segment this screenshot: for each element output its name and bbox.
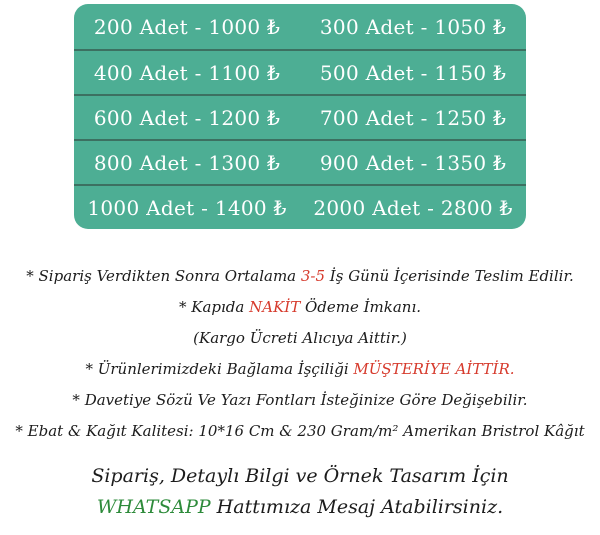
price-cell-left: 600 Adet - 1200 ₺ (93, 105, 281, 130)
price-row (74, 184, 526, 229)
price-cell-right: 2000 Adet - 2800 ₺ (313, 195, 513, 220)
note-text: * Ürünlerimizdeki Bağlama İşçiliği (85, 360, 354, 378)
note-highlight-red: NAKİT (249, 298, 301, 316)
price-cell-left: 800 Adet - 1300 ₺ (93, 150, 281, 175)
note-delivery-time (0, 261, 600, 292)
price-row (74, 49, 526, 94)
price-cell-left: 1000 Adet - 1400 ₺ (87, 195, 287, 220)
note-cash-payment (0, 292, 600, 323)
note-text: * Ebat & Kağıt Kalitesi: 10*16 Cm & 230 Gram/m² Amerikan Bristrol Kâğıt (15, 422, 585, 440)
note-highlight-red: 3-5 (300, 267, 326, 285)
note-size-paper-quality (0, 416, 600, 447)
note-fonts-changeable (0, 385, 600, 416)
note-text: * Davetiye Sözü Ve Yazı Fontları İsteğinize Göre Değişebilir. (72, 391, 528, 409)
note-text: * Sipariş Verdikten Sonra Ortalama (26, 267, 301, 285)
price-row (74, 4, 526, 49)
note-text: İş Günü İçerisinde Teslim Edilir. (325, 267, 574, 285)
note-highlight-red: MÜŞTERİYE AİTTİR. (353, 360, 515, 378)
price-cell-right: 500 Adet - 1150 ₺ (319, 60, 507, 85)
whatsapp-label: WHATSAPP (96, 496, 211, 518)
price-cell-right: 700 Adet - 1250 ₺ (319, 105, 507, 130)
footer-whatsapp-line (0, 492, 600, 523)
price-row (74, 139, 526, 184)
note-shipping-fee (0, 323, 600, 354)
price-cell-left: 200 Adet - 1000 ₺ (93, 14, 281, 39)
price-cell-left: 400 Adet - 1100 ₺ (93, 60, 281, 85)
note-text: (Kargo Ücreti Alıcıya Aittir.) (193, 329, 407, 347)
footer-contact-intro: Sipariş, Detaylı Bilgi ve Örnek Tasarım İçin (91, 465, 509, 487)
price-table (74, 4, 526, 229)
footer-section (0, 461, 600, 523)
price-cell-right: 900 Adet - 1350 ₺ (319, 150, 507, 175)
note-binding-labor (0, 354, 600, 385)
price-cell-right: 300 Adet - 1050 ₺ (319, 14, 507, 39)
footer-text: Hattımıza Mesaj Atabilirsiniz. (210, 496, 504, 518)
note-text: * Kapıda (178, 298, 250, 316)
price-row (74, 94, 526, 139)
note-text: Ödeme İmkanı. (300, 298, 422, 316)
notes-section (0, 261, 600, 447)
